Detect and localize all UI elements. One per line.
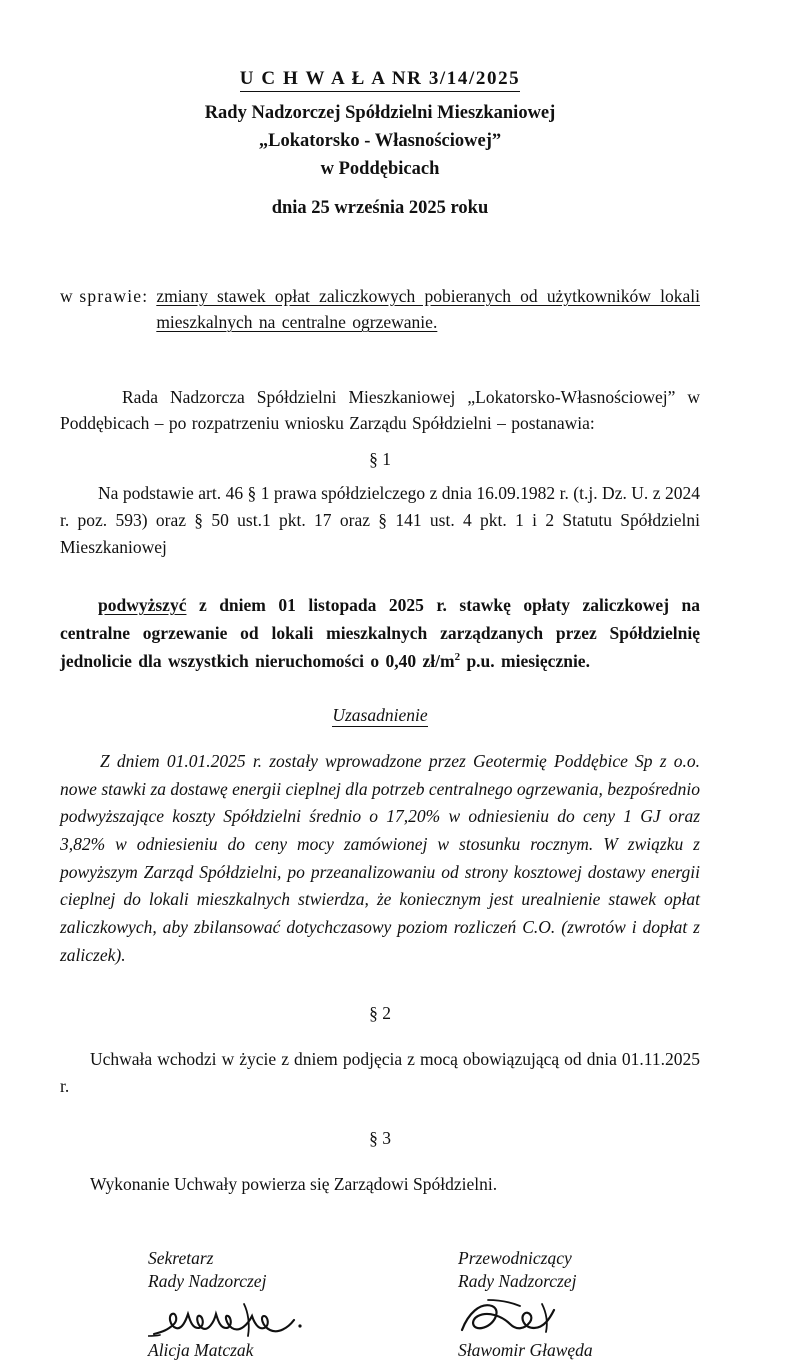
signature-chairman xyxy=(400,1247,700,1361)
page-title: U C H W A Ł A NR 3/14/2025 xyxy=(240,68,521,92)
header-date: dnia 25 września 2025 roku xyxy=(271,198,489,218)
section-2-marker: § 2 xyxy=(369,1003,391,1024)
subject-label: w sprawie: xyxy=(60,286,149,306)
chairman-role-line-2: Rady Nadzorczej xyxy=(458,1271,577,1292)
handwritten-signature-icon xyxy=(458,1290,658,1342)
subject-block xyxy=(60,283,700,336)
resolution-tail: p.u. miesięcznie. xyxy=(460,651,590,672)
section-3-paragraph: Wykonanie Uchwały powierza się Zarządowi Spółdzielni. xyxy=(90,1174,498,1195)
header-line-2: Rady Nadzorczej Spółdzielni Mieszkaniowej xyxy=(204,103,556,123)
section-2-paragraph: Uchwała wchodzi w życie z dniem podjęcia z mocą obowiązującą od dnia 01.11.2025 r. xyxy=(60,1049,700,1097)
justification-paragraph: Z dniem 01.01.2025 r. zostały wprowadzone przez Geotermię Poddębice Sp z o.o. nowe stawki za dostawę energii cieplnej dla potrzeb centralnego ogrzewania, bezpośrednio podwyższające koszty Spółdzielni średnio o 17,20% w odniesieniu do ceny 1 GJ oraz 3,82% w odniesieniu do ceny mocy zamówionej w stosunku rocznym. W związku z powyższym Zarząd Spółdzielni, po przeanalizowaniu od strony kosztowej dostawy energii cieplnej do lokali mieszkalnych stwierdza, że koniecznym jest urealnienie stawek opłat zaliczkowych, aby zbilansować dotychczasowy poziom rozliczeń C.O. (zwrotów i dopłat z zaliczek). xyxy=(60,751,700,965)
section-3-marker: § 3 xyxy=(369,1128,391,1149)
secretary-role-line-1: Sekretarz xyxy=(148,1247,214,1268)
resolution-body: z dniem 01 listopada 2025 r. stawkę opłaty zaliczkowej na centralne ogrzewanie od lokali mieszkalnych zarządzanych przez Spółdzielnię jednolicie dla wszystkich nieruchomości o 0,40 zł/m xyxy=(60,595,700,672)
justification-heading-text: Uzasadnienie xyxy=(332,705,428,726)
header-line-3: „Lokatorsko - Własnościowej” xyxy=(258,131,502,151)
document-content xyxy=(60,68,700,1361)
signature-secretary xyxy=(60,1247,400,1361)
subject-text: zmiany stawek opłat zaliczkowych pobieranych od użytkowników lokali mieszkalnych na centralne ogrzewanie. xyxy=(156,286,700,333)
intro-paragraph: Rada Nadzorcza Spółdzielni Mieszkaniowej „Lokatorsko-Własnościowej” w Poddębicach – po rozpatrzeniu wniosku Zarządu Spółdzielni – postanawia: xyxy=(60,386,700,434)
chairman-name: Sławomir Gławęda xyxy=(458,1339,593,1360)
resolution-paragraph xyxy=(60,591,700,675)
chairman-signature-area xyxy=(458,1294,700,1338)
secretary-role-line-2: Rady Nadzorczej xyxy=(148,1271,267,1292)
signature-block xyxy=(60,1247,700,1361)
chairman-role-line-1: Przewodniczący xyxy=(458,1247,572,1268)
section-1-marker: § 1 xyxy=(369,448,391,469)
header-line-4: w Poddębicach xyxy=(320,159,440,179)
secretary-signature-area xyxy=(148,1294,400,1338)
resolution-keyword: podwyższyć xyxy=(98,595,187,616)
secretary-name: Alicja Matczak xyxy=(148,1339,254,1360)
justification-heading xyxy=(60,705,700,726)
resolution-superscript: 2 xyxy=(454,651,461,664)
legal-basis-paragraph: Na podstawie art. 46 § 1 prawa spółdzielczego z dnia 16.09.1982 r. (t.j. Dz. U. z 2024 r. poz. 593) oraz § 50 ust.1 pkt. 17 oraz § 141 ust. 4 pkt. 1 i 2 Statutu Spółdzielni Mieszkaniowej xyxy=(60,482,700,557)
handwritten-signature-icon xyxy=(148,1290,348,1342)
document-title-row xyxy=(60,68,700,92)
